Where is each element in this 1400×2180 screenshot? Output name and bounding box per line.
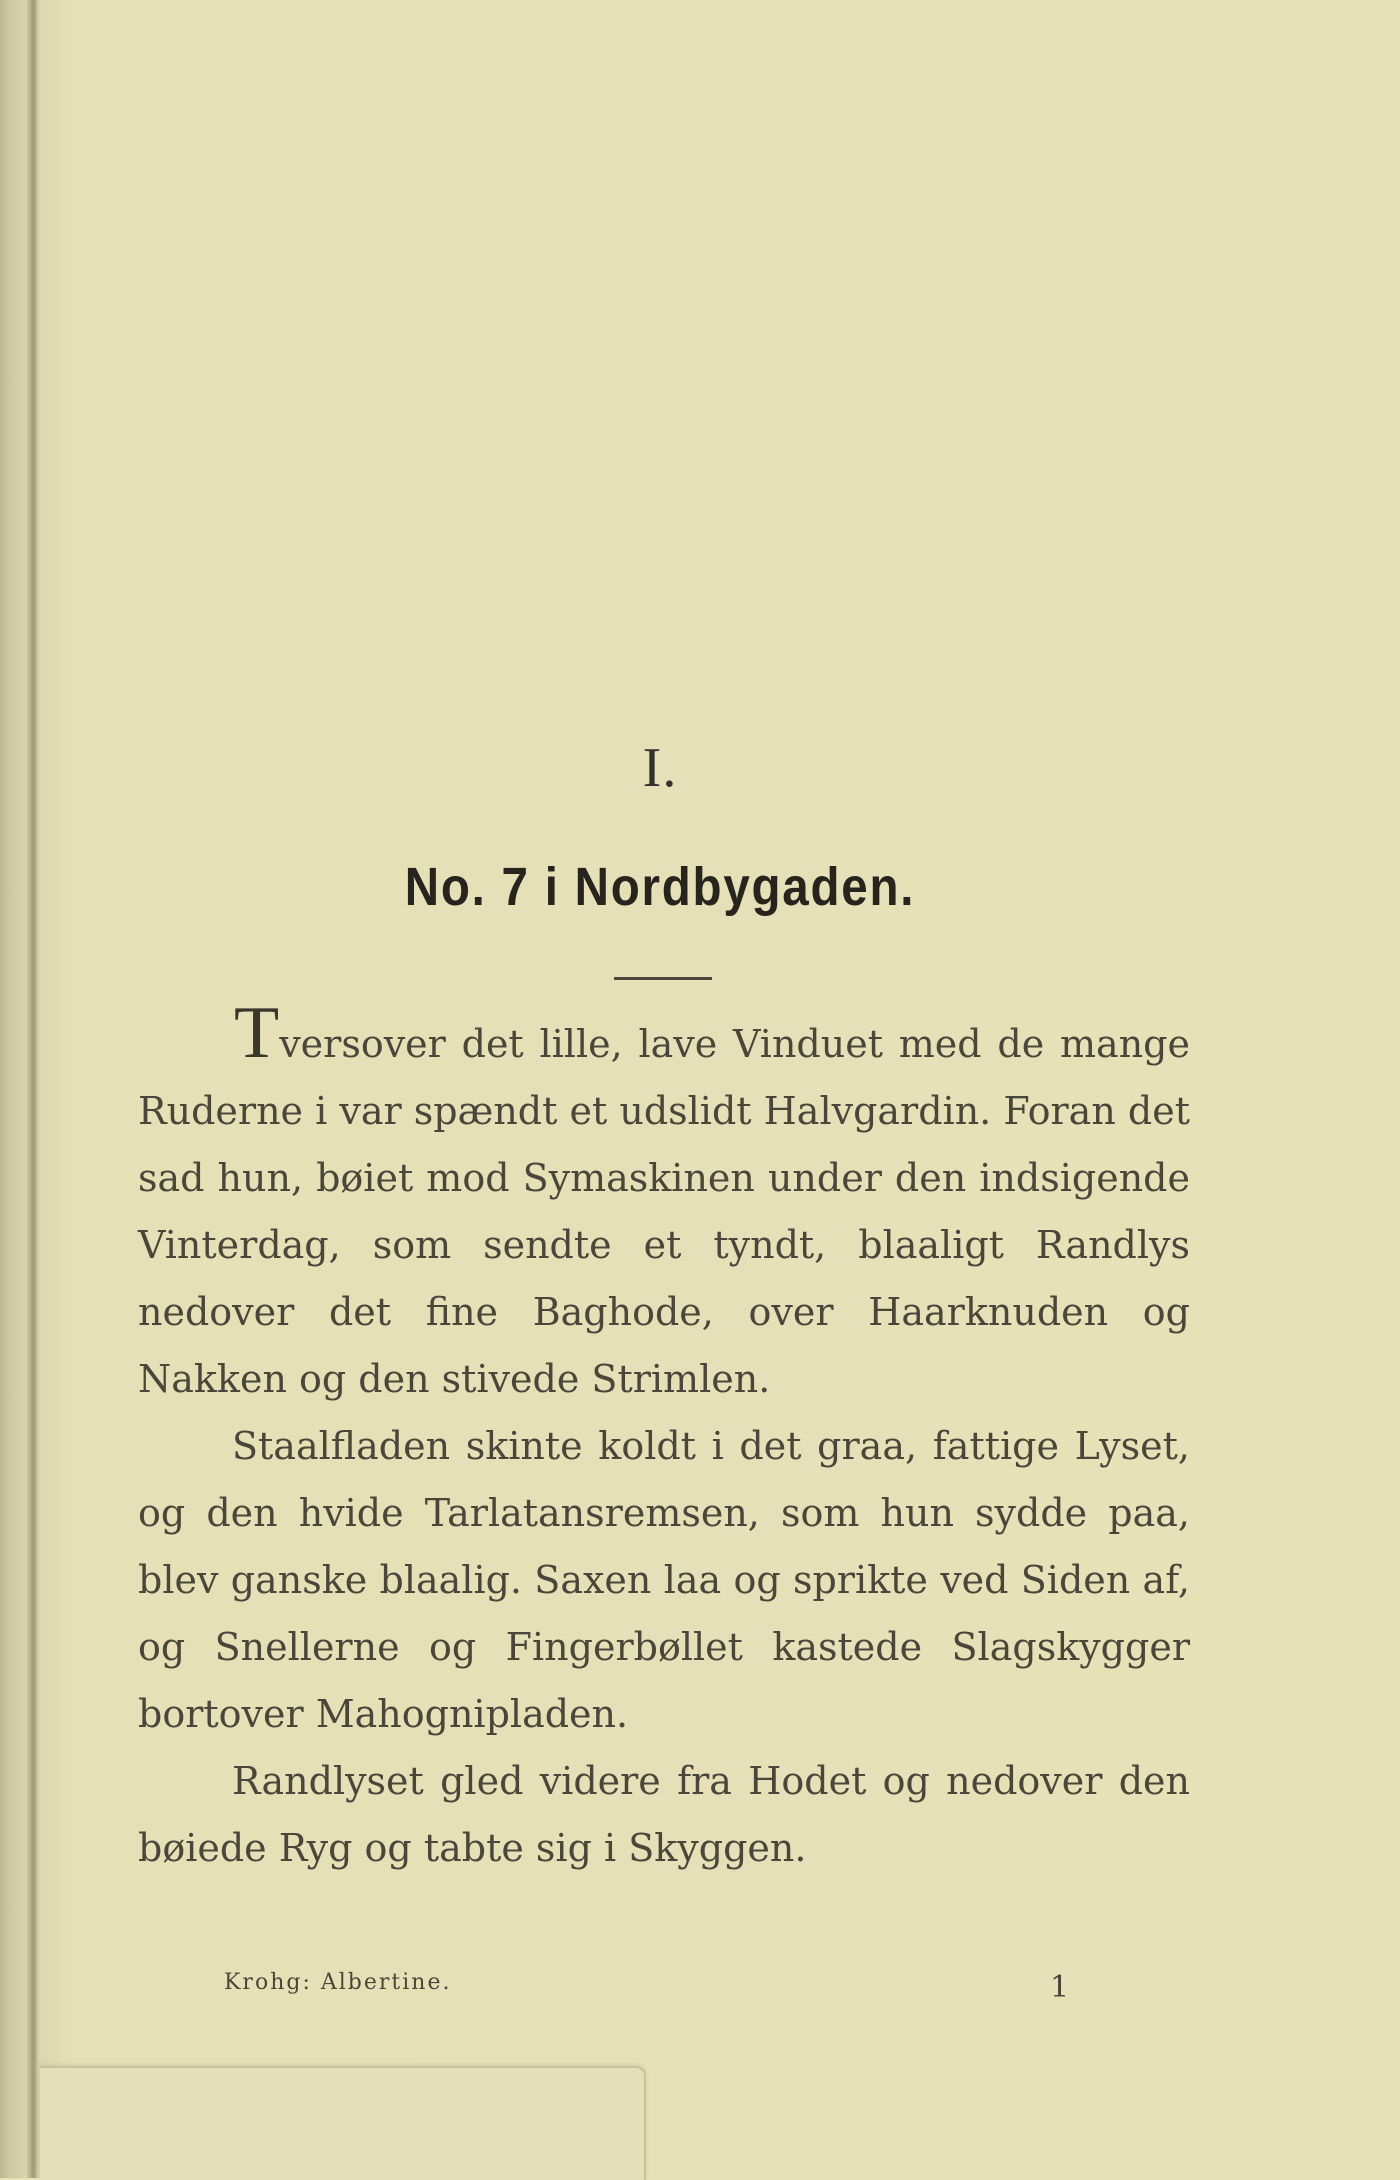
paragraph-3: Randlyset gled videre fra Hodet og nedover den bøiede Ryg og tabte sig i Skyggen. bbox=[138, 1759, 1190, 1870]
paragraph-1 bbox=[138, 992, 1190, 1413]
chapter-title: No. 7 i Nordbygaden. bbox=[404, 857, 916, 917]
drop-cap: T bbox=[234, 992, 280, 1074]
page-gutter bbox=[32, 0, 36, 2178]
paragraph-2: Staalfladen skinte koldt i det graa, fattige Lyset, og den hvide Tarlatansremsen, som hun sydde paa, blev ganske blaalig. Saxen laa og sprikte ved Siden af, og Snellerne og Fingerbøllet kastede Slagskygger bortover Mahognipladen. bbox=[138, 1424, 1190, 1736]
page-footer bbox=[224, 1970, 1074, 2010]
chapter-body bbox=[138, 992, 1190, 1882]
sheet-number: 1 bbox=[1050, 1970, 1072, 2005]
paragraph-1-text: versover det lille, lave Vinduet med de mange Ruderne i var spændt et udslidt Halvgardin. Foran det sad hun, bøiet mod Symaskinen under den indsigende Vinterdag, som sendte et tyndt, blaaligt Randlys nedover det fine Baghode, over Haarknuden og Nakken og den stivede Strimlen. bbox=[138, 1022, 1190, 1401]
footer-signature: Krohg: Albertine. bbox=[224, 1970, 452, 1995]
chapter-number: I. bbox=[642, 737, 678, 799]
paper-flap bbox=[40, 2066, 646, 2180]
title-divider bbox=[614, 977, 712, 980]
